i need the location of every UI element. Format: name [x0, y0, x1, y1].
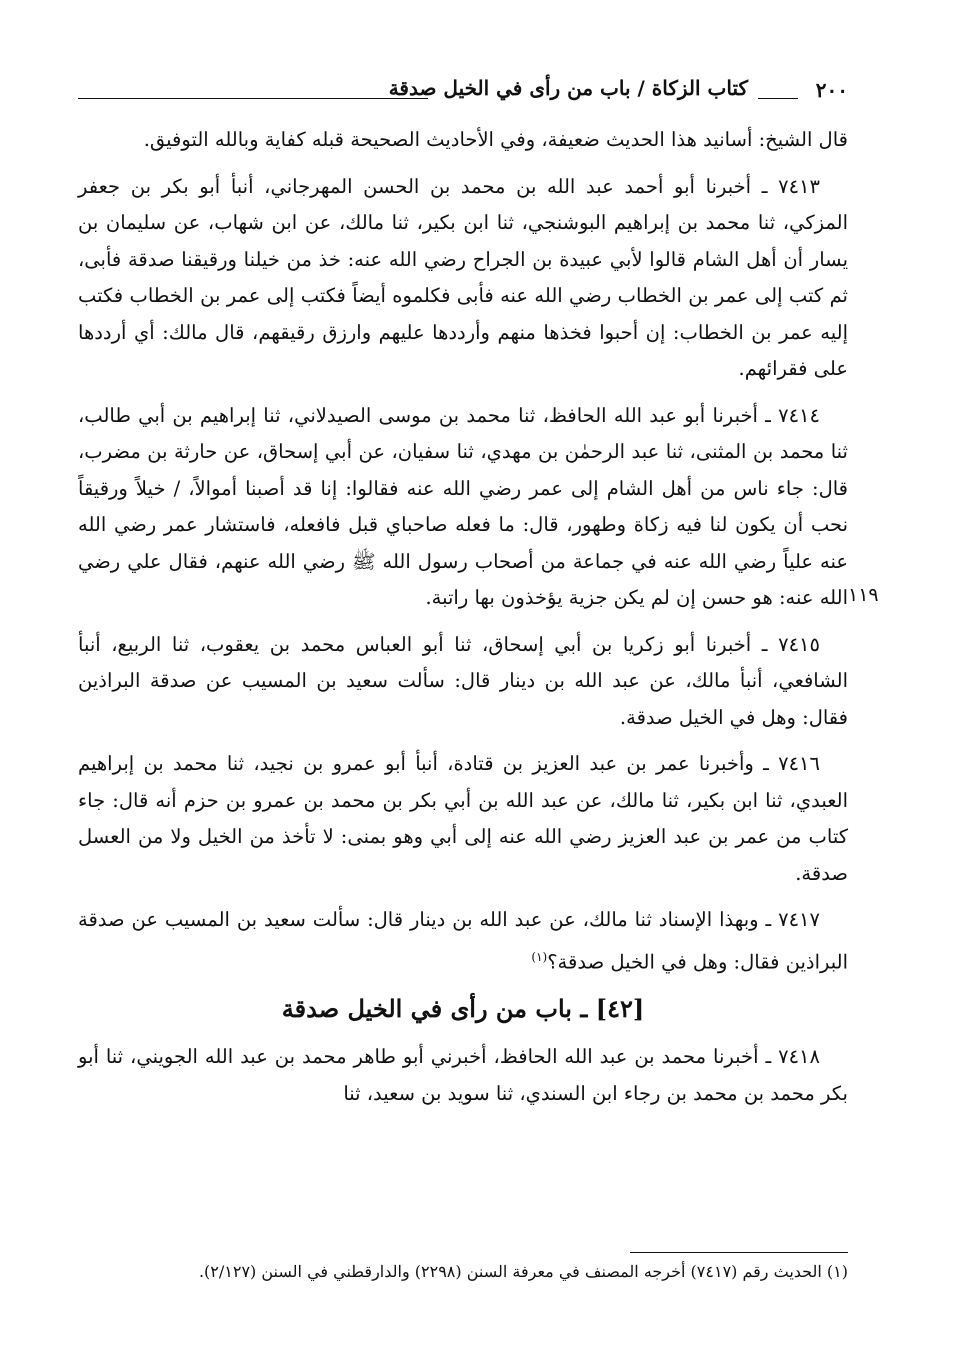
footnote: (١) الحديث رقم (٧٤١٧) أخرجه المصنف في معرفة السنن (٢٢٩٨) والدارقطني في السنن (٢/١٢٧). — [198, 1262, 848, 1281]
hadith-7416: ٧٤١٦ ـ وأخبرنا عمر بن عبد العزيز بن قتادة، أنبأ أبو عمرو بن نجيد، ثنا محمد بن إبراهيم العبدي، ثنا ابن بكير، ثنا مالك، عن عبد الله بن أبي بكر بن محمد بن عمرو بن حزم أنه قال: جاء كتاب من عمر بن عبد العزيز رضي الله عنه إلى أبي وهو بمنى: لا تأخذ من الخيل ولا من العسل صدقة. — [78, 752, 848, 885]
running-head: كتاب الزكاة / باب من رأى في الخيل صدقة — [388, 76, 748, 100]
footnote-marker: (١) — [531, 949, 548, 964]
footnote-rule — [630, 1252, 848, 1253]
hadith-7413: ٧٤١٣ ـ أخبرنا أبو أحمد عبد الله بن محمد بن الحسن المهرجاني، أنبأ أبو بكر بن جعفر المزكي، ثنا محمد بن إبراهيم البوشنجي، ثنا ابن بكير، ثنا مالك، عن ابن شهاب، عن سليمان بن يسار أن أهل الشام قالوا لأبي عبيدة بن الجراح رضي الله عنه: خذ من خيلنا ورقيقنا صدقة فأبى، ثم كتب إلى عمر بن الخطاب رضي الله عنه فأبى فكلموه أيضاً فكتب إلى عمر بن الخطاب فكتب إليه عمر بن الخطاب: إن أحبوا فخذها منهم وأرددها عليهم وارزق رقيقهم، قال مالك: أي أرددها على فقرائهم. — [78, 174, 848, 380]
page-header — [78, 70, 848, 110]
margin-page-number: ١١٩ — [848, 584, 879, 606]
page-number: ٢٠٠ — [815, 78, 848, 102]
header-rule — [758, 98, 798, 99]
paragraph: قال الشيخ: أسانيد هذا الحديث ضعيفة، وفي الأحاديث الصحيحة قبله كفاية وبالله التوفيق. — [143, 128, 848, 151]
hadith-7417 — [78, 902, 848, 981]
hadith-7417-text: ٧٤١٧ ـ وبهذا الإسناد ثنا مالك، عن عبد الله بن دينار قال: سألت سعيد بن المسيب عن صدقة البراذين فقال: وهل في الخيل صدقة؟ — [78, 908, 848, 973]
hadith-7414: ٧٤١٤ ـ أخبرنا أبو عبد الله الحافظ، ثنا محمد بن موسى الصيدلاني، ثنا إبراهيم بن أبي طالب، ثنا محمد بن المثنى، ثنا عبد الرحمٰن بن مهدي، ثنا سفيان، عن أبي إسحاق، عن حارثة بن مضرب، قال: جاء ناس من أهل الشام إلى عمر رضي الله عنه فقالوا: إنا قد أصبنا أموالاً، / خيلاً ورقيقاً نحب أن يكون لنا فيه زكاة وطهور، قال: ما فعله صاحباي قبل فافعله، فاستشار عمر رضي الله عنه علياً رضي الله عنه في جماعة من أصحاب رسول الله ﷺ رضي الله عنهم، فقال علي رضي الله عنه: هو حسن إن لم يكن جزية يؤخذون بها راتبة. — [78, 403, 848, 609]
page-body — [78, 122, 848, 1122]
hadith-7418: ٧٤١٨ ـ أخبرنا محمد بن عبد الله الحافظ، أخبرني أبو طاهر محمد بن عبد الله الجويني، ثنا أبو بكر محمد بن محمد بن رجاء ابن السندي، ثنا سويد بن سعيد، ثنا — [78, 1045, 848, 1105]
hadith-7415: ٧٤١٥ ـ أخبرنا أبو زكريا بن أبي إسحاق، ثنا أبو العباس محمد بن يعقوب، ثنا الربيع، أنبأ الشافعي، أنبأ مالك، عن عبد الله بن دينار قال: سألت سعيد بن المسيب عن صدقة البراذين فقال: وهل في الخيل صدقة. — [78, 632, 848, 729]
chapter-title: [٤٢] ـ باب من رأى في الخيل صدقة — [281, 993, 645, 1023]
header-rule — [78, 98, 428, 99]
